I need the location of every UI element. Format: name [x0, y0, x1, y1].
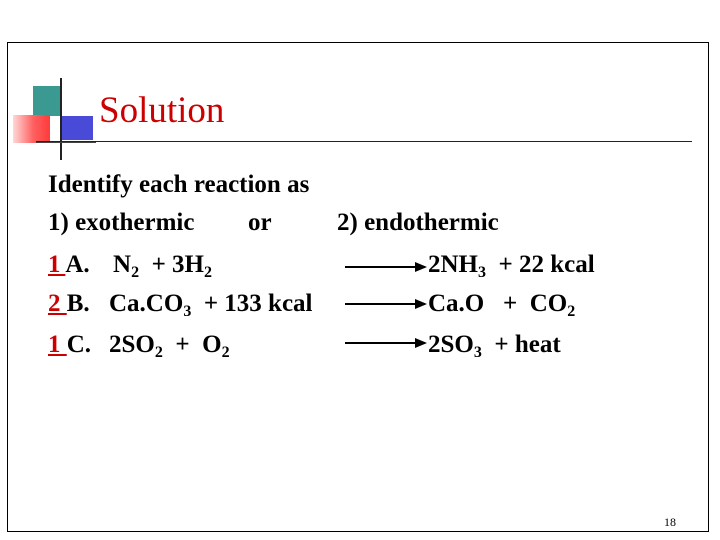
reaction-a-products-subscript: 3 [478, 264, 486, 281]
reaction-a-reactants [113, 251, 213, 281]
decor-short-line [36, 142, 96, 143]
decor-square-teal [33, 86, 62, 116]
reaction-c-reactants [109, 331, 230, 361]
reaction-a-arrow [345, 266, 425, 268]
decor-vertical-line [60, 78, 62, 160]
reaction-a-reactants-subscript: 2 [131, 264, 140, 281]
reaction-c-answer-line [48, 332, 91, 357]
page-number: 18 [664, 515, 676, 529]
reaction-a-reactants-text: N [113, 251, 132, 278]
option-endothermic: 2) endothermic [337, 209, 499, 236]
reaction-b-reactants [109, 290, 313, 320]
reaction-a-answer: 1 [48, 251, 66, 278]
reaction-a-products [428, 251, 595, 281]
reaction-b-answer: 2 [48, 290, 67, 317]
reaction-c-arrow [345, 342, 425, 344]
decor-square-blue [61, 116, 93, 140]
title-underline [36, 141, 692, 142]
option-exothermic: 1) exothermic [48, 209, 195, 236]
reaction-a-label: A. [65, 251, 90, 278]
reaction-a-reactants-subscript: 2 [204, 264, 213, 281]
reaction-c-answer: 1 [48, 331, 67, 358]
option-or: or [248, 209, 272, 236]
reaction-a-products-text: 2NH [428, 251, 478, 278]
reaction-c-label: C. [66, 331, 92, 358]
reaction-b-products-text: Ca.O + CO [428, 290, 568, 317]
reaction-a-products-text: + 22 kcal [486, 251, 595, 278]
reaction-a-reactants-text: + 3H [139, 251, 205, 278]
reaction-b-arrow [345, 303, 425, 305]
reaction-a-answer-line [48, 252, 90, 277]
decor-square-pink [13, 115, 50, 143]
reaction-b-reactants-text: + 133 kcal [191, 290, 313, 317]
reaction-b-reactants-text: Ca.CO [109, 290, 184, 317]
reaction-c-products-text: + heat [481, 331, 561, 358]
reaction-c-products [428, 331, 561, 361]
reaction-c-reactants-text: + O [162, 331, 222, 358]
reaction-b-products-subscript: 2 [567, 303, 576, 320]
reaction-b-answer-line [48, 291, 90, 316]
reaction-b-reactants-subscript: 3 [183, 303, 192, 320]
reaction-c-reactants-text: 2SO [109, 331, 155, 358]
reaction-c-products-text: 2SO [428, 331, 474, 358]
intro-text: Identify each reaction as [48, 171, 310, 198]
reaction-c-products-subscript: 3 [473, 344, 482, 361]
slide-title: Solution [99, 90, 225, 131]
reaction-c-reactants-subscript: 2 [154, 344, 163, 361]
reaction-c-reactants-subscript: 2 [221, 344, 230, 361]
reaction-b-label: B. [66, 290, 90, 317]
reaction-b-products [428, 290, 576, 320]
